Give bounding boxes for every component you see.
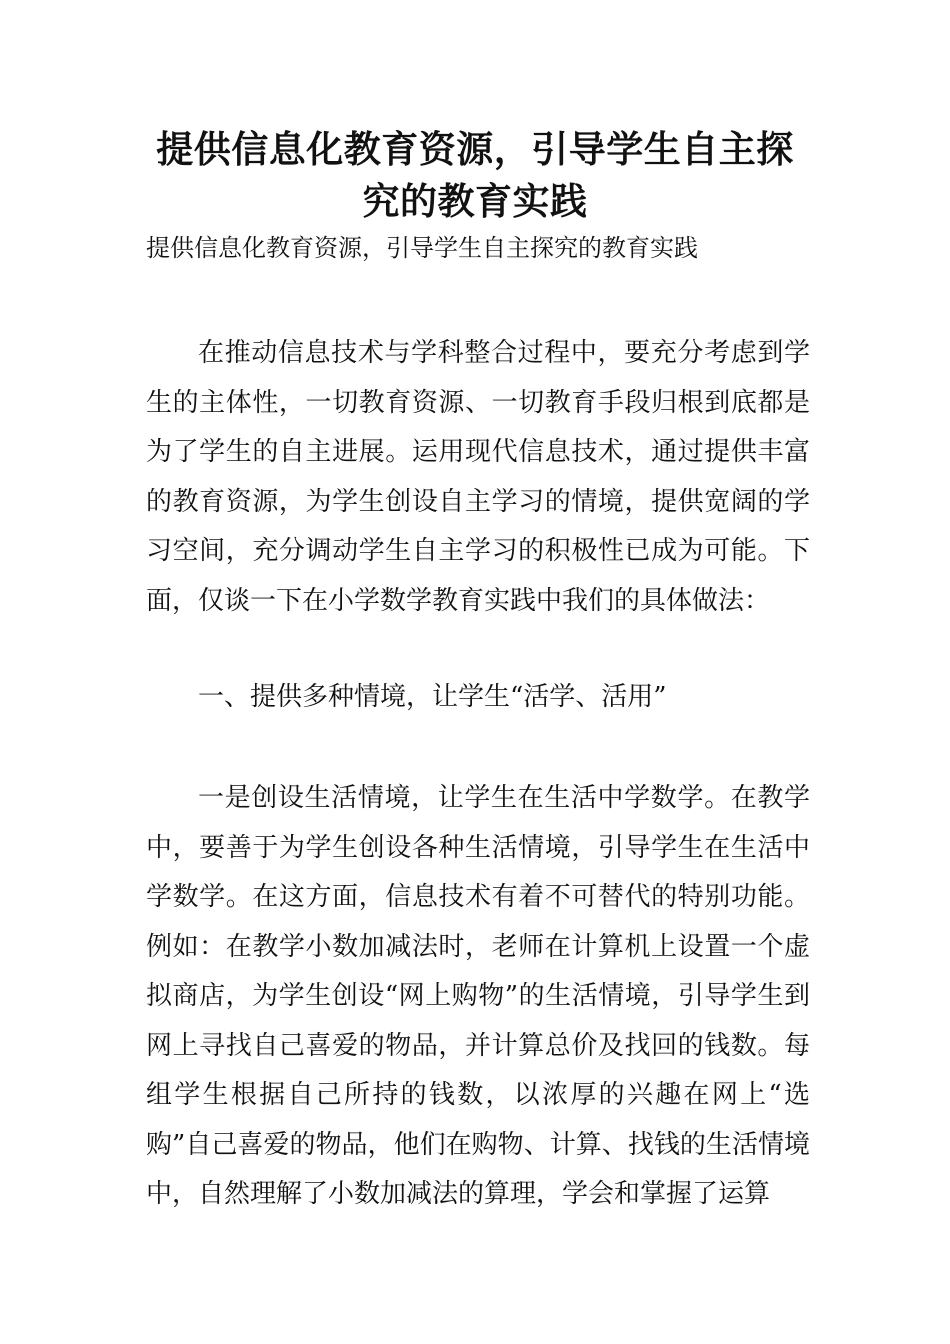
body-paragraph-intro: 在推动信息技术与学科整合过程中，要充分考虑到学生的主体性，一切教育资源、一切教育手段归根到底都是为了学生的自主进展。运用现代信息技术，通过提供丰富的教育资源，为学生创设自主学习的情境，提供宽阔的学习空间，充分调动学生自主学习的积极性已成为可能。下面，仅谈一下在小学数学教育实践中我们的具体做法： <box>146 338 810 616</box>
document-title: 提供信息化教育资源，引导学生自主探究的教育实践 <box>156 128 794 223</box>
section-heading-1: 一、提供多种情境，让学生“活学、活用” <box>198 682 667 712</box>
body-paragraph-life-context: 一是创设生活情境，让学生在生活中学数学。在教学中，要善于为学生创设各种生活情境，引导学生在生活中学数学。在这方面，信息技术有着不可替代的特别功能。例如：在教学小数加减法时，老师在计算机上设置一个虚拟商店，为学生创设“网上购物”的生活情境，引导学生到网上寻找自己喜爱的物品，并计算总价及找回的钱数。每组学生根据自己所持的钱数，以浓厚的兴趣在网上“选购”自己喜爱的物品，他们在购物、计算、找钱的生活情境中，自然理解了小数加减法的算理，学会和掌握了运算 <box>146 783 810 1209</box>
document-subtitle: 提供信息化教育资源，引导学生自主探究的教育实践 <box>146 234 698 262</box>
